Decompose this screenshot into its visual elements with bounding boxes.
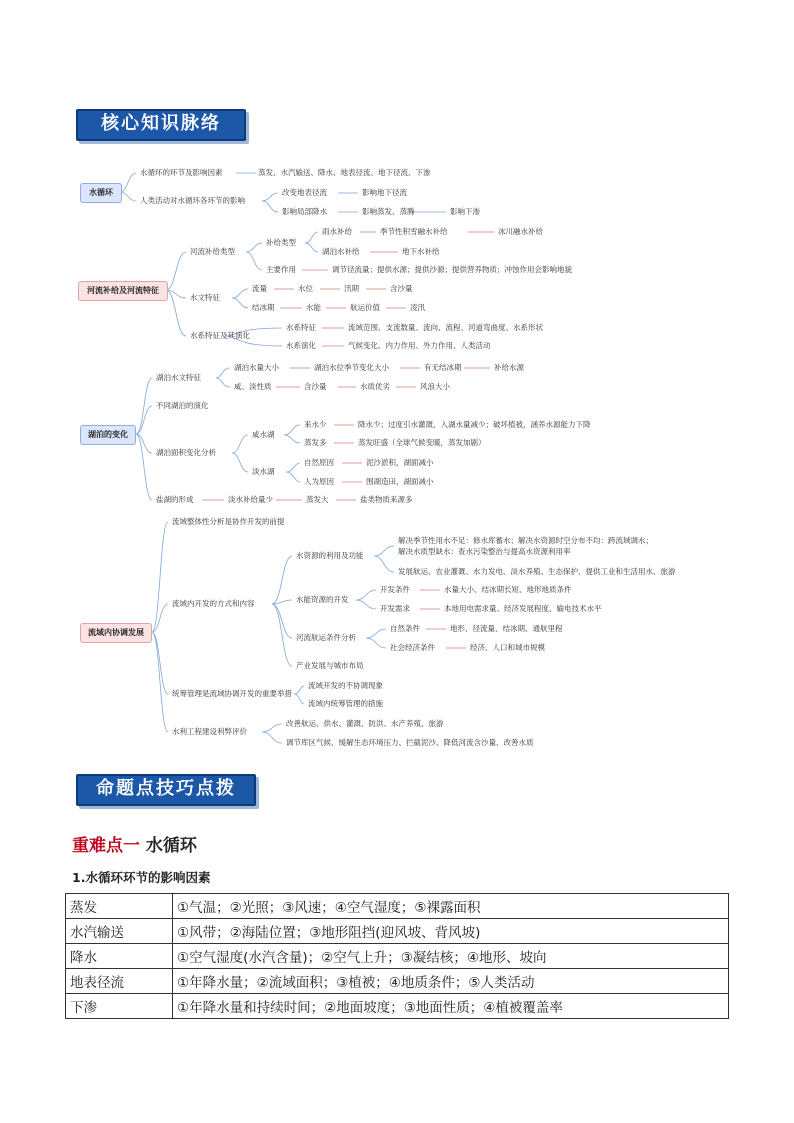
leaf-river-role: 调节径流量；提供水源；提供沙源；提供营养物质；冲蚀作用会影响地貌 bbox=[332, 265, 572, 274]
root-basin: 流域内协调发展 bbox=[80, 623, 152, 643]
leaf-basin-nav-n: 地形、径流量、结冰期、通航里程 bbox=[450, 624, 563, 633]
leaf-river-flow: 流量 bbox=[252, 284, 267, 293]
node-lake-natural: 自然原因 bbox=[304, 458, 334, 467]
table-row bbox=[66, 944, 729, 969]
leaf-lake-salt: 咸、淡性质 bbox=[234, 382, 272, 391]
stage-cell: 下渗 bbox=[66, 994, 173, 1019]
table-row bbox=[66, 969, 729, 994]
stage-cell: 蒸发 bbox=[66, 894, 173, 919]
leaf-river-snow: 季节性积雪融水补给 bbox=[380, 227, 448, 236]
root-river: 河流补给及河流特征 bbox=[78, 281, 168, 301]
section-label: 重难点一 bbox=[72, 836, 140, 856]
node-river-sys-evo: 水系演化 bbox=[286, 341, 316, 350]
node-lake-human: 人为原因 bbox=[304, 477, 334, 486]
skills-banner bbox=[76, 770, 256, 806]
leaf-river-sys-evo: 气候变化、内力作用、外力作用、人类活动 bbox=[348, 341, 491, 350]
leaf-wc-runoff: 影响地下径流 bbox=[362, 188, 407, 197]
banner-title: 核心知识脉络 bbox=[101, 113, 221, 134]
node-lake-salt-lake: 盐湖的形成 bbox=[156, 495, 194, 504]
leaf-river-flood: 汛期 bbox=[344, 284, 359, 293]
node-wc-human: 人类活动对水循环各环节的影响 bbox=[140, 196, 245, 205]
node-basin-nav-n: 自然条件 bbox=[390, 624, 420, 633]
leaf-lake-less-water: 降水少；过度引水灌溉，入湖水量减少；破坏植被，涵养水源能力下降 bbox=[358, 420, 591, 429]
factors-table bbox=[65, 893, 729, 1019]
node-basin-power: 水能资源的开发 bbox=[296, 595, 349, 604]
section-title: 水循环 bbox=[145, 836, 197, 856]
leaf-lake-s1: 淡水补给量少 bbox=[228, 495, 273, 504]
leaf-river-ground: 地下水补给 bbox=[402, 247, 440, 256]
node-river-hydro: 水文特征 bbox=[190, 293, 220, 302]
table-row bbox=[66, 994, 729, 1019]
factors-cell: ①空气湿度(水汽含量)；②空气上升；③凝结核；④地形、坡向 bbox=[173, 944, 729, 969]
node-wc-rain: 影响局部降水 bbox=[282, 207, 327, 216]
stage-cell: 地表径流 bbox=[66, 969, 173, 994]
leaf-basin-m2: 流域内统筹管理的措施 bbox=[308, 699, 383, 708]
factors-cell: ①年降水量；②流域面积；③植被；④地质条件；⑤人类活动 bbox=[173, 969, 729, 994]
node-river-lake: 湖泊水补给 bbox=[322, 247, 360, 256]
leaf-river-sys-feat: 流域范围、支流数量、流向、流程、河道弯曲度、水系形状 bbox=[348, 323, 543, 332]
node-lake-saline: 咸水湖 bbox=[252, 430, 275, 439]
node-river-rain: 雨水补给 bbox=[322, 227, 352, 236]
leaf-river-energy: 水能 bbox=[306, 303, 321, 312]
node-basin-nav-s: 社会经济条件 bbox=[390, 643, 435, 652]
node-river-supply: 河流补给类型 bbox=[190, 247, 235, 256]
leaf-river-ice: 结冰期 bbox=[252, 303, 275, 312]
leaf-lake-natural: 泥沙淤积，湖面减小 bbox=[366, 458, 434, 467]
leaf-river-glacier: 冰川融水补给 bbox=[498, 227, 543, 236]
node-lake-hydro: 湖泊水文特征 bbox=[156, 373, 201, 382]
node-basin-methods: 流域内开发的方式和内容 bbox=[172, 599, 255, 608]
leaf-lake-recharge: 补给水源 bbox=[494, 363, 524, 372]
root-water-cycle: 水循环 bbox=[80, 183, 122, 203]
leaf-lake-human: 围湖造田，湖面减小 bbox=[366, 477, 434, 486]
table-row bbox=[66, 919, 729, 944]
node-lake-evolution: 不同湖泊的演化 bbox=[156, 401, 209, 410]
leaf-lake-wave: 风浪大小 bbox=[420, 382, 450, 391]
leaf-river-sand: 含沙量 bbox=[390, 284, 413, 293]
leaf-basin-wu3: 发展航运、农业灌溉、水力发电、淡水养殖、生态保护、提供工业和生活用水、旅游 bbox=[398, 567, 676, 576]
leaf-lake-s2: 蒸发大 bbox=[306, 495, 329, 504]
node-basin-pc: 开发条件 bbox=[380, 585, 410, 594]
leaf-lake-ice: 有无结冰期 bbox=[424, 363, 462, 372]
leaf-wc-evap: 影响蒸发、蒸腾 bbox=[362, 207, 415, 216]
node-lake-more-evap: 蒸发多 bbox=[304, 438, 327, 447]
node-basin-industry: 产业发展与城市布局 bbox=[296, 661, 364, 670]
leaf-river-ling: 凌汛 bbox=[410, 303, 425, 312]
leaf-basin-m1: 流域开发的不协调现象 bbox=[308, 681, 383, 690]
leaf-wc-infil: 影响下渗 bbox=[450, 207, 480, 216]
leaf-lake-s3: 盐类物质来源多 bbox=[360, 495, 413, 504]
node-basin-pd: 开发需求 bbox=[380, 604, 410, 613]
root-lake: 湖泊的变化 bbox=[80, 425, 136, 445]
node-lake-area: 湖泊面积变化分析 bbox=[156, 448, 216, 457]
leaf-lake-more-evap: 蒸发旺盛（全球气候变暖，蒸发加剧） bbox=[358, 438, 486, 447]
leaf-wc-stages: 蒸发、水汽输送、降水、地表径流、地下径流、下渗 bbox=[258, 168, 431, 177]
node-wc-runoff: 改变地表径流 bbox=[282, 188, 327, 197]
node-lake-fresh: 淡水湖 bbox=[252, 467, 275, 476]
leaf-lake-level: 湖泊水量大小 bbox=[234, 363, 279, 372]
node-wc-stages: 水循环的环节及影响因素 bbox=[140, 168, 223, 177]
node-lake-less-water: 来水少 bbox=[304, 420, 327, 429]
stage-cell: 水汽输送 bbox=[66, 919, 173, 944]
leaf-lake-quality: 水质优劣 bbox=[360, 382, 390, 391]
section-heading bbox=[72, 831, 197, 856]
leaf-basin-p1: 改善航运、供水、灌溉、防洪、水产养殖、旅游 bbox=[286, 719, 444, 728]
leaf-river-level: 水位 bbox=[298, 284, 313, 293]
leaf-basin-pd: 本地用电需求量、经济发展程度、输电技术水平 bbox=[444, 604, 602, 613]
node-river-sys-feat: 水系特征 bbox=[286, 323, 316, 332]
node-river-role: 主要作用 bbox=[266, 265, 296, 274]
leaf-basin-wu1: 解决季节性用水不足：修水库蓄水；解决水资源时空分布不均：跨流域调水； bbox=[398, 536, 653, 545]
node-basin-project: 水利工程建设利弊评价 bbox=[172, 727, 247, 736]
leaf-river-shipping: 航运价值 bbox=[350, 303, 380, 312]
factors-cell: ①风带；②海陆位置；③地形阻挡(迎风坡、背风坡) bbox=[173, 919, 729, 944]
table-row bbox=[66, 894, 729, 919]
node-basin-manage: 统筹管理是流域协调开发的重要举措 bbox=[172, 689, 292, 698]
factors-cell: ①气温；②光照；③风速；④空气湿度；⑤裸露面积 bbox=[173, 894, 729, 919]
node-basin-nav: 河流航运条件分析 bbox=[296, 633, 356, 642]
leaf-basin-wu2: 解决水质型缺水：查水污染整治与提高水资源利用率 bbox=[398, 547, 571, 556]
stage-cell: 降水 bbox=[66, 944, 173, 969]
node-basin-water-use: 水资源的利用及功能 bbox=[296, 551, 364, 560]
subheading: 1.水循环环节的影响因素 bbox=[72, 870, 211, 885]
factors-cell: ①年降水量和持续时间；②地面坡度；③地面性质；④植被覆盖率 bbox=[173, 994, 729, 1019]
leaf-basin-p2: 调节库区气候、缓解生态环境压力、拦截泥沙、降低河流含沙量、改善水质 bbox=[286, 738, 534, 747]
node-basin-whole: 流域整体性分析是协作开发的前提 bbox=[172, 517, 285, 526]
node-river-supply-types: 补给类型 bbox=[266, 238, 296, 247]
leaf-lake-level2: 湖泊水位季节变化大小 bbox=[314, 363, 389, 372]
leaf-basin-pc: 水量大小、结冰期长短、地形地质条件 bbox=[444, 585, 572, 594]
banner-title: 命题点技巧点拨 bbox=[96, 778, 236, 799]
leaf-lake-sand: 含沙量 bbox=[304, 382, 327, 391]
node-river-system: 水系特征及其演化 bbox=[190, 331, 250, 340]
leaf-basin-nav-s: 经济、人口和城市规模 bbox=[470, 643, 545, 652]
